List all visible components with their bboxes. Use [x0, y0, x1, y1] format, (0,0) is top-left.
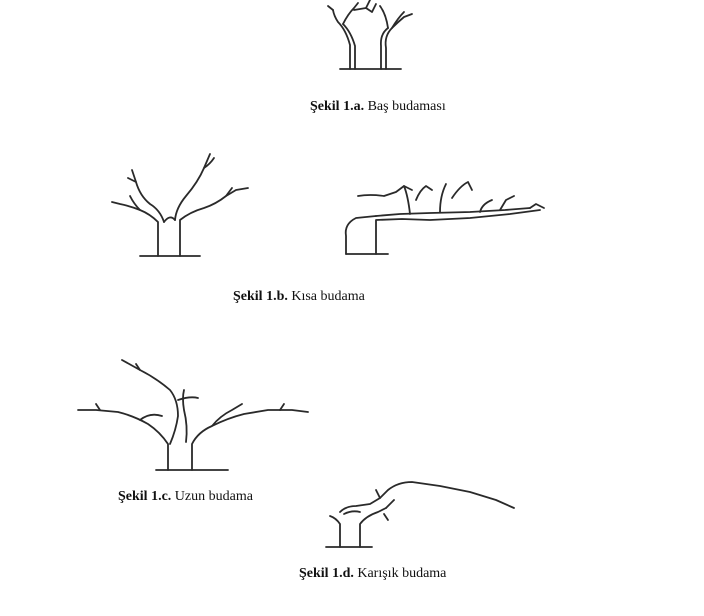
figure-caption-short-pruning: [233, 289, 365, 305]
figure-caption-long-pruning: [118, 489, 253, 505]
figure-caption-mixed-pruning: [299, 566, 446, 582]
figure-text: Uzun budama: [174, 489, 253, 504]
figure-label: Şekil 1.c.: [118, 489, 172, 504]
figure-label: Şekil 1.b.: [233, 289, 288, 304]
figure-caption-head-pruning: [310, 99, 446, 115]
figure-text: Baş budaması: [367, 99, 446, 114]
vine-head-pruning-sketch: [328, 0, 412, 69]
vine-short-pruning-cordon-sketch: [346, 182, 544, 254]
vine-long-pruning-sketch: [78, 360, 308, 470]
vine-mixed-pruning-sketch: [326, 482, 514, 547]
figure-label: Şekil 1.a.: [310, 99, 365, 114]
figure-text: Kısa budama: [291, 289, 365, 304]
figure-label: Şekil 1.d.: [299, 566, 354, 581]
figure-text: Karışık budama: [357, 566, 447, 581]
vine-short-pruning-head-sketch: [112, 154, 248, 256]
